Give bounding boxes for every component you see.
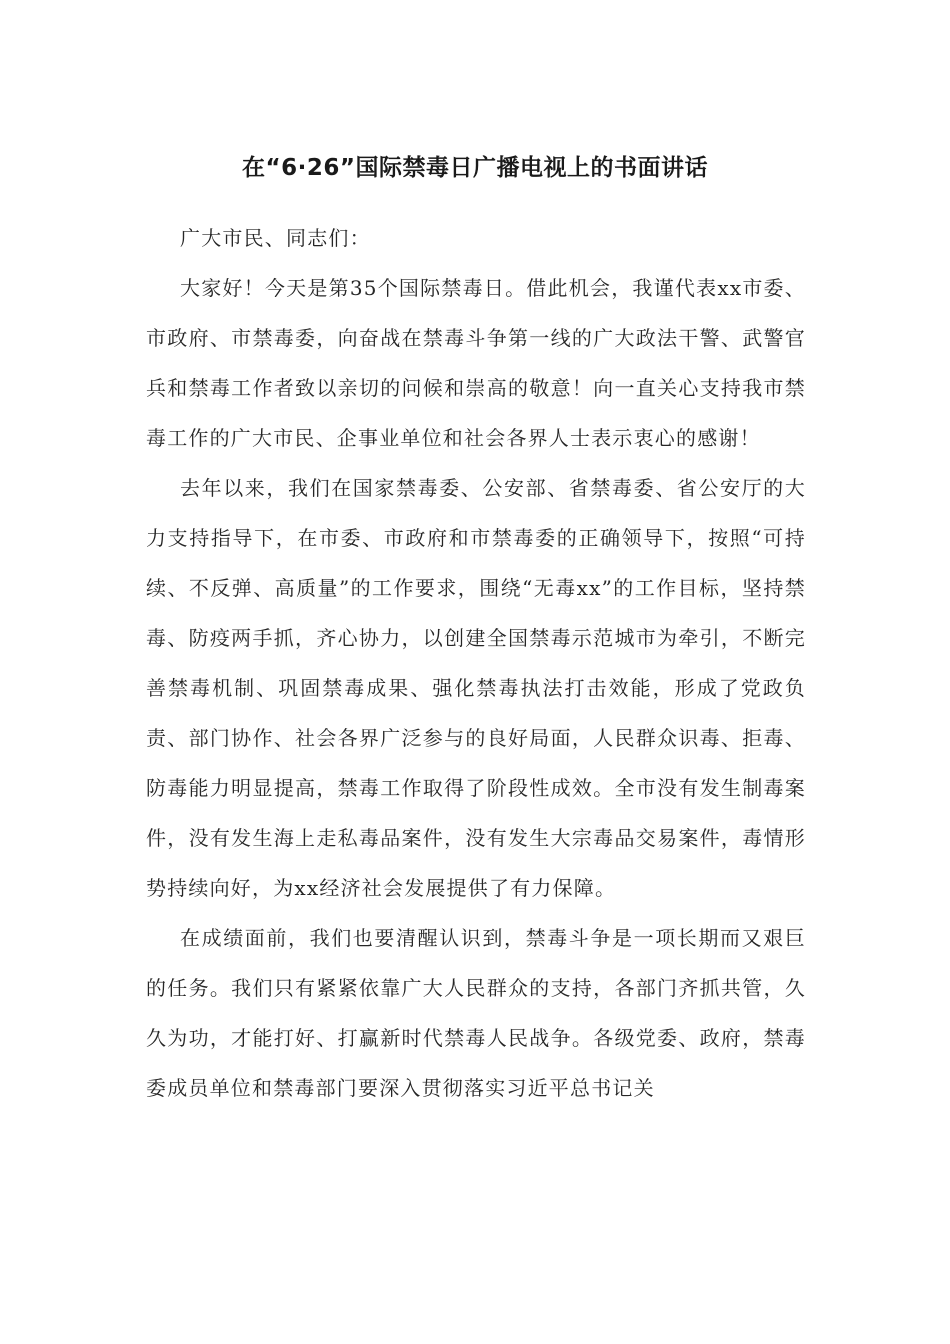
document-body (146, 213, 806, 1113)
paragraph: 在成绩面前，我们也要清醒认识到，禁毒斗争是一项长期而又艰巨的任务。我们只有紧紧依靠广大人民群众的支持，各部门齐抓共管，久久为功，才能打好、打赢新时代禁毒人民战争。各级党委、政府，禁毒委成员单位和禁毒部门要深入贯彻落实习近平总书记关 (146, 926, 806, 1100)
document-title: 在“6·26”国际禁毒日广播电视上的书面讲话 (242, 155, 708, 181)
paragraph: 去年以来，我们在国家禁毒委、公安部、省禁毒委、省公安厅的大力支持指导下，在市委、市政府和市禁毒委的正确领导下，按照“可持续、不反弹、高质量”的工作要求，围绕“无毒xx”的工作目标，坚持禁毒、防疫两手抓，齐心协力，以创建全国禁毒示范城市为牵引，不断完善禁毒机制、巩固禁毒成果、强化禁毒执法打击效能，形成了党政负责、部门协作、社会各界广泛参与的良好局面，人民群众识毒、拒毒、防毒能力明显提高，禁毒工作取得了阶段性成效。全市没有发生制毒案件，没有发生海上走私毒品案件，没有发生大宗毒品交易案件，毒情形势持续向好，为xx经济社会发展提供了有力保障。 (146, 476, 806, 900)
paragraph: 大家好！今天是第35个国际禁毒日。借此机会，我谨代表xx市委、市政府、市禁毒委，向奋战在禁毒斗争第一线的广大政法干警、武警官兵和禁毒工作者致以亲切的问候和崇高的敬意！向一直关心支持我市禁毒工作的广大市民、企事业单位和社会各界人士表示衷心的感谢！ (146, 276, 806, 450)
salutation: 广大市民、同志们： (180, 226, 371, 250)
